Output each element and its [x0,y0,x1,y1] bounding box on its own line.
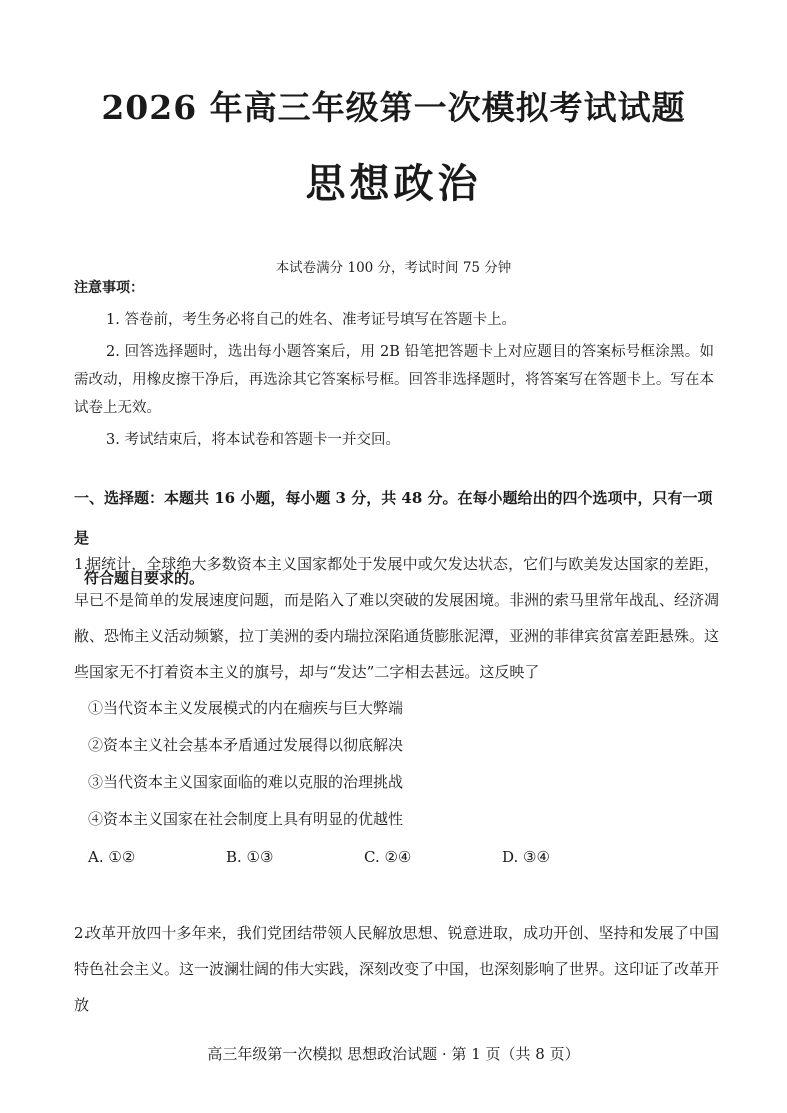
notes-list [74,306,714,458]
choice-a: A. ①② [88,848,136,866]
note-item: 1. 答卷前，考生务必将自己的姓名、准考证号填写在答题卡上。 [106,312,516,328]
question-2 [74,915,719,1023]
choice-d: D. ③④ [502,848,550,866]
note-item: 3. 考试结束后，将本试卷和答题卡一并交回。 [106,432,400,448]
exam-title: 2026 年高三年级第一次模拟考试试题 [101,88,686,127]
choice-b: B. ①③ [226,848,274,866]
question-stem [74,546,719,690]
exam-info: 本试卷满分 100 分，考试时间 75 分钟 [275,260,512,276]
subject-title: 思想政治 [305,161,482,207]
option-item: ③当代资本主义国家面临的难以克服的治理挑战 [88,773,404,791]
answer-choices [88,838,719,876]
question-number: 1. [74,555,89,573]
question-stem-text: 改革开放四十多年来，我们党团结带领人民解放思想、锐意进取，成功开创、坚持和发展了中国特色社会主义。这一波澜壮阔的伟大实践，深刻改变了中国，也深刻影响了世界。这印证了改革开放 [74,924,720,1014]
question-number: 2. [74,924,89,942]
option-item: ④资本主义国家在社会制度上具有明显的优越性 [88,810,404,828]
question-stem-text: 据统计，全球绝大多数资本主义国家都处于发展中或欠发达状态，它们与欧美发达国家的差距，早已不是简单的发展速度问题，而是陷入了难以突破的发展困境。非洲的索马里常年战乱、经济凋敝、恐怖主义活动频繁，拉丁美洲的委内瑞拉深陷通货膨胀泥潭，亚洲的菲律宾贫富差距悬殊。这些国家无不打着资本主义的旗号，却与“发达”二字相去甚远。这反映了 [74,555,720,681]
section-heading-line2: 符合题目要求的。 [84,569,205,587]
option-item: ①当代资本主义发展模式的内在痼疾与巨大弊端 [88,699,404,717]
section-heading-line1: 一、选择题：本题共 16 小题，每小题 3 分，共 48 分。在每小题给出的四个选项中，只有一项是 [74,489,713,547]
option-item: ②资本主义社会基本矛盾通过发展得以彻底解决 [88,736,404,754]
notes-heading: 注意事项： [74,280,144,296]
question-1 [74,546,719,876]
page-footer: 高三年级第一次模拟 思想政治试题 · 第 1 页（共 8 页） [207,1045,580,1063]
choice-c: C. ②④ [364,848,412,866]
option-list [88,690,719,838]
note-item: 2. 回答选择题时，选出每小题答案后，用 2B 铅笔把答题卡上对应题目的答案标号框涂黑。如需改动，用橡皮擦干净后，再选涂其它答案标号框。回答非选择题时，将答案写在答题卡上。写在本试卷上无效。 [74,344,714,416]
question-stem [74,915,719,1023]
